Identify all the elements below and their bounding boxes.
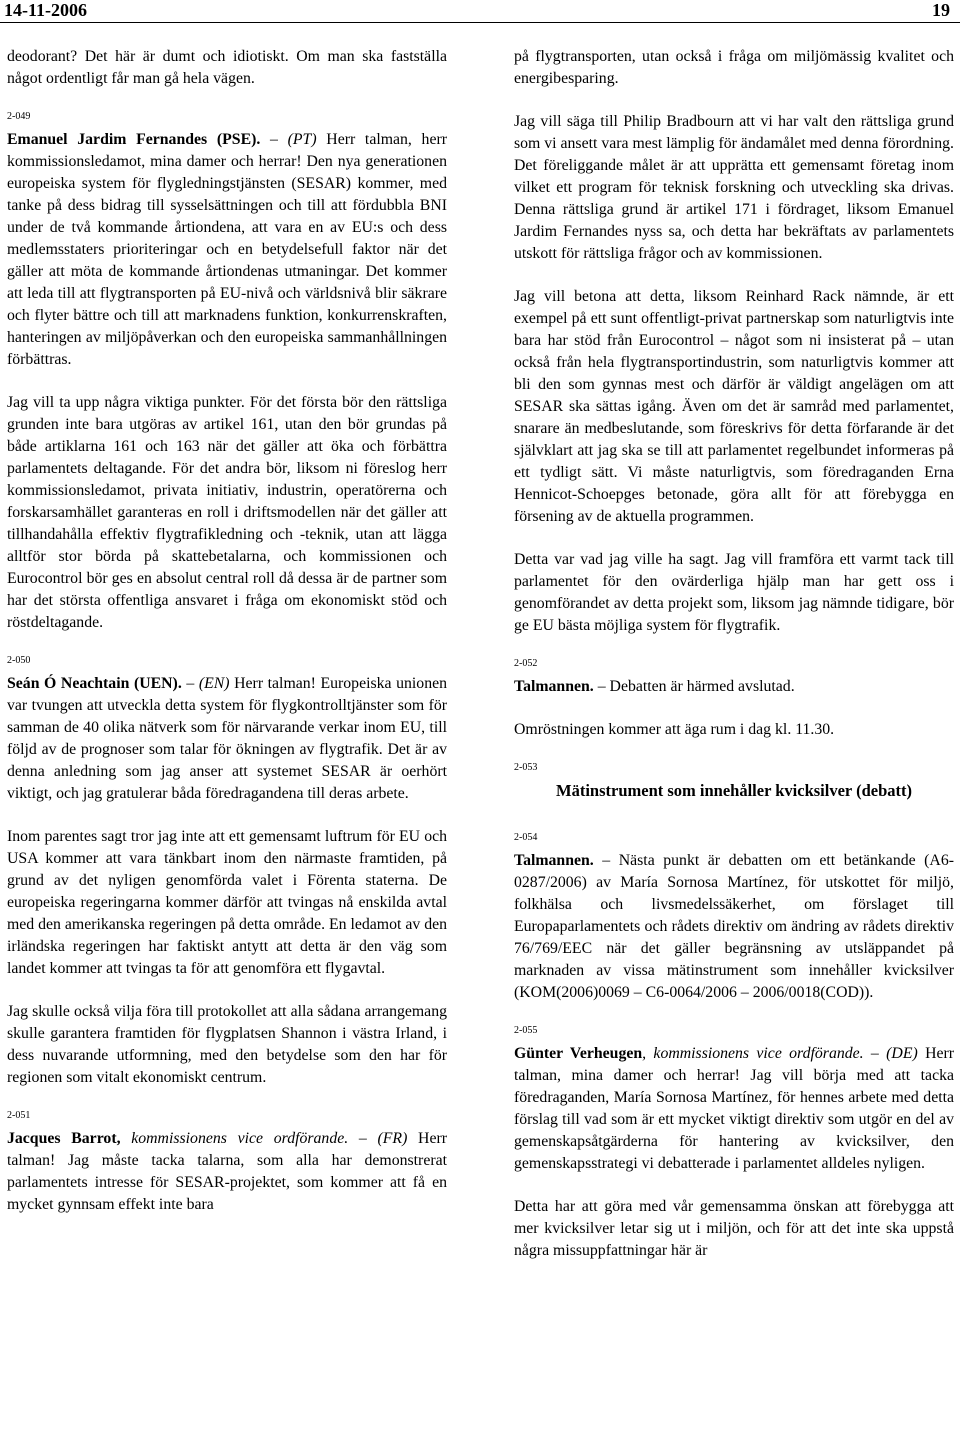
paragraph: Detta var vad jag ville ha sagt. Jag vill framföra ett varmt tack till parlamentet för den ovärderliga hjälp man har gett oss i genomförandet av detta projekt som, liksom jag nämnde tidigare, bör ge EU bästa möjliga system för flygtrafik. xyxy=(514,551,954,634)
paragraph: Jag vill säga till Philip Bradbourn att vi har valt den rättsliga grund som vi ansett vara mest lämplig för ändamålet med denna förordning. Det föreliggande målet är att upprätta ett gemensamt företag inom vilket ett program för teknisk forskning och utveckling ska drivas. Denna rättsliga grund är artikel 171 i fördraget, liksom Emanuel Jardim Fernandes nyss sa, och detta har bekräftats av parlamentets utskott för rättsliga frågor och av kommissionen. xyxy=(514,113,954,262)
speech-paragraph xyxy=(514,850,954,1004)
speech-text: – Debatten är härmed avslutad. xyxy=(593,678,795,695)
speech-paragraph xyxy=(514,676,954,698)
item-number: 2-051 xyxy=(7,1110,31,1121)
speech-text: Herr talman, mina damer och herrar! Jag vill börja med att tacka föredraganden, María Sornosa Martínez, för hennes arbete med detta förslag till vad som är ett mycket viktigt direktiv som utgör en del av gemenskapsåtgärderna för hantering av kvicksilver, den gemenskapsstrategi vi debatterade i parlamentet alldeles nyligen. xyxy=(514,1045,955,1172)
speaker-name: Talmannen. xyxy=(514,678,594,695)
speaker-name: Seán Ó Neachtain (UEN). xyxy=(7,675,182,692)
item-number: 2-054 xyxy=(514,832,538,843)
language-tag: (DE) xyxy=(886,1045,918,1062)
paragraph: Jag vill ta upp några viktiga punkter. För det första bör den rättsliga grunden inte bara utgöras av artikel 161, utan den bör grundas på både artiklarna 161 och 163 när det gäller att öka och förbättra parlamentets deltagande. För det andra bör, liksom ni föreslog herr kommissionsledamot, privata initiativ, industrin, operatörerna och forskarsamhället garanteras en roll i driftsmodellen när det gäller att tillhandahålla effektiv flygtrafikledning och -teknik, utan att lägga alltför stor börda på skattebetalarna, och kommissionen och Eurocontrol bör ges en absolut central roll då dessa är de partner som har det största offentliga ansvaret i fråga om ekonomiskt stöd och röstdeltagande. xyxy=(7,394,447,631)
dash: – xyxy=(863,1045,887,1062)
language-tag: (FR) xyxy=(377,1130,408,1147)
speaker-role: kommissionens vice ordförande. xyxy=(120,1130,349,1147)
language-tag: (EN) xyxy=(198,675,230,692)
item-number: 2-055 xyxy=(514,1025,538,1036)
paragraph: Detta har att göra med vår gemensamma önskan att förebygga att mer kvicksilver letar sig ut i miljön, och för att det inte ska uppstå några missuppfattningar här är xyxy=(514,1198,954,1259)
item-number: 2-053 xyxy=(514,762,538,773)
paragraph: Jag vill betona att detta, liksom Reinhard Rack nämnde, är ett exempel på ett sunt offentligt-privat partnerskap som naturligtvis inte bara har stöd från Eurocontrol – något som ni insisterat på – utan också från hela flygtransportindustrin, som naturligtvis kommer att bli den som gynnas mest och därför är väldigt angelägen om att SESAR ska sättas igång. Även om det är samråd med parlamentet, snarare än medbeslutande, som föreskrivs för detta förfarande är det självklart att jag ska se till att parlamentet regelbundet informeras på ett tydligt sätt. Vi måste naturligtvis, som föredraganden Erna Hennicot-Schoepges betonade, göra allt för att förebygga en försening av de aktuella programmen. xyxy=(514,288,954,525)
speech-text: – Nästa punkt är debatten om ett betänkande (A6-0287/2006) av María Sornosa Martínez, för utskottet för miljö, folkhälsa och livsmedelssäkerhet, om förslaget till Europaparlamentets och rådets direktiv om ändring av rådets direktiv 76/769/EEC när det gäller begränsning av utsläppandet på marknaden av vissa mätinstrument som innehåller kvicksilver (KOM(2006)0069 – C6-0064/2006 – 2006/0018(COD)). xyxy=(514,852,954,1001)
paragraph: Omröstningen kommer att äga rum i dag kl. 11.30. xyxy=(514,721,835,738)
speech-paragraph xyxy=(514,1043,954,1175)
speech-paragraph xyxy=(7,129,447,371)
speech-paragraph xyxy=(7,673,447,805)
item-number: 2-049 xyxy=(7,111,31,122)
paragraph: Jag skulle också vilja föra till protokollet att alla sådana arrangemang skulle garantera framtiden för flygplatsen Shannon i västra Irland, i dess nuvarande utformning, med den betydelse som den har för regionen som vitalt ekonomiskt centrum. xyxy=(7,1003,447,1086)
speech-text: Herr talman! Europeiska unionen var tvungen att utveckla detta system för flygkontrolltjänster som för samman de 40 olika nätverk som för närvarande verkar inom EU, till följd av de prognoser som talar för ökningen av flygtrafik. Det är av denna anledning som jag anser att systemet SESAR är oerhört viktigt, och jag gratulerar båda föredragandena till deras arbete. xyxy=(7,675,448,802)
speaker-role: , kommissionens vice ordförande. xyxy=(642,1045,864,1062)
item-number: 2-050 xyxy=(7,655,31,666)
page-number: 19 xyxy=(932,0,950,20)
dash: – xyxy=(181,675,199,692)
paragraph: på flygtransporten, utan också i fråga om miljömässig kvalitet och energibesparing. xyxy=(514,48,954,87)
speaker-name: Günter Verheugen xyxy=(514,1045,643,1062)
speaker-name: Emanuel Jardim Fernandes (PSE). xyxy=(7,131,261,148)
item-number: 2-052 xyxy=(514,658,538,669)
language-tag: (PT) xyxy=(287,131,317,148)
right-column xyxy=(514,46,954,1283)
header-date: 14-11-2006 xyxy=(4,0,87,20)
paragraph: deodorant? Det här är dumt och idiotiskt. Om man ska fastställa något ordentligt får man gå hela vägen. xyxy=(7,48,447,87)
speech-text: Herr talman! Jag måste tacka talarna, som alla har demonstrerat parlamentets intresse för SESAR-projektet, som kommer att få en mycket gynnsam effekt inte bara xyxy=(7,1130,447,1213)
dash: – xyxy=(348,1130,378,1147)
speech-paragraph xyxy=(7,1128,447,1216)
speaker-name: Talmannen. xyxy=(514,852,594,869)
speaker-name: Jacques Barrot, xyxy=(7,1130,121,1147)
page-header xyxy=(0,0,960,23)
dash: – xyxy=(260,131,288,148)
speech-text: Herr talman, herr kommissionsledamot, mina damer och herrar! Den nya generationen europeiska system för flygledningstjänsten (SESAR) kommer, med tanke på dess bidrag till sysselsättningen och till att fördubbla BNI under de två kommande årtiondena, att vara en av EU:s och dess medlemsstaters prioriteringar och en betydelsefull faktor när det gäller att möta de kommande årtiondenas utmaningar. Det kommer att leda till att flygtransporten på EU-nivå och världsnivå blir säkrare och flyter bättre och till att marknadens funktion, konkurrenskraften, hanteringen av miljöpåverkan och den europeiska sammanhållningen förbättras. xyxy=(7,131,447,368)
left-column xyxy=(7,46,447,1237)
paragraph: Inom parentes sagt tror jag inte att ett gemensamt luftrum för EU och USA kommer att vara tänkbart inom den närmaste framtiden, på grund av det nyligen genomförda valet i Förenta staterna. De europeiska regeringarna kommer därför att tvingas nå enskilda avtal med den amerikanska regeringen på detta område. En ledamot av den irländska regeringen har faktiskt antytt att detta är den väg som landet kommer att tvingas ta för att genomföra ett flygavtal. xyxy=(7,828,447,977)
debate-heading: Mätinstrument som innehåller kvicksilver (debatt) xyxy=(556,781,912,800)
